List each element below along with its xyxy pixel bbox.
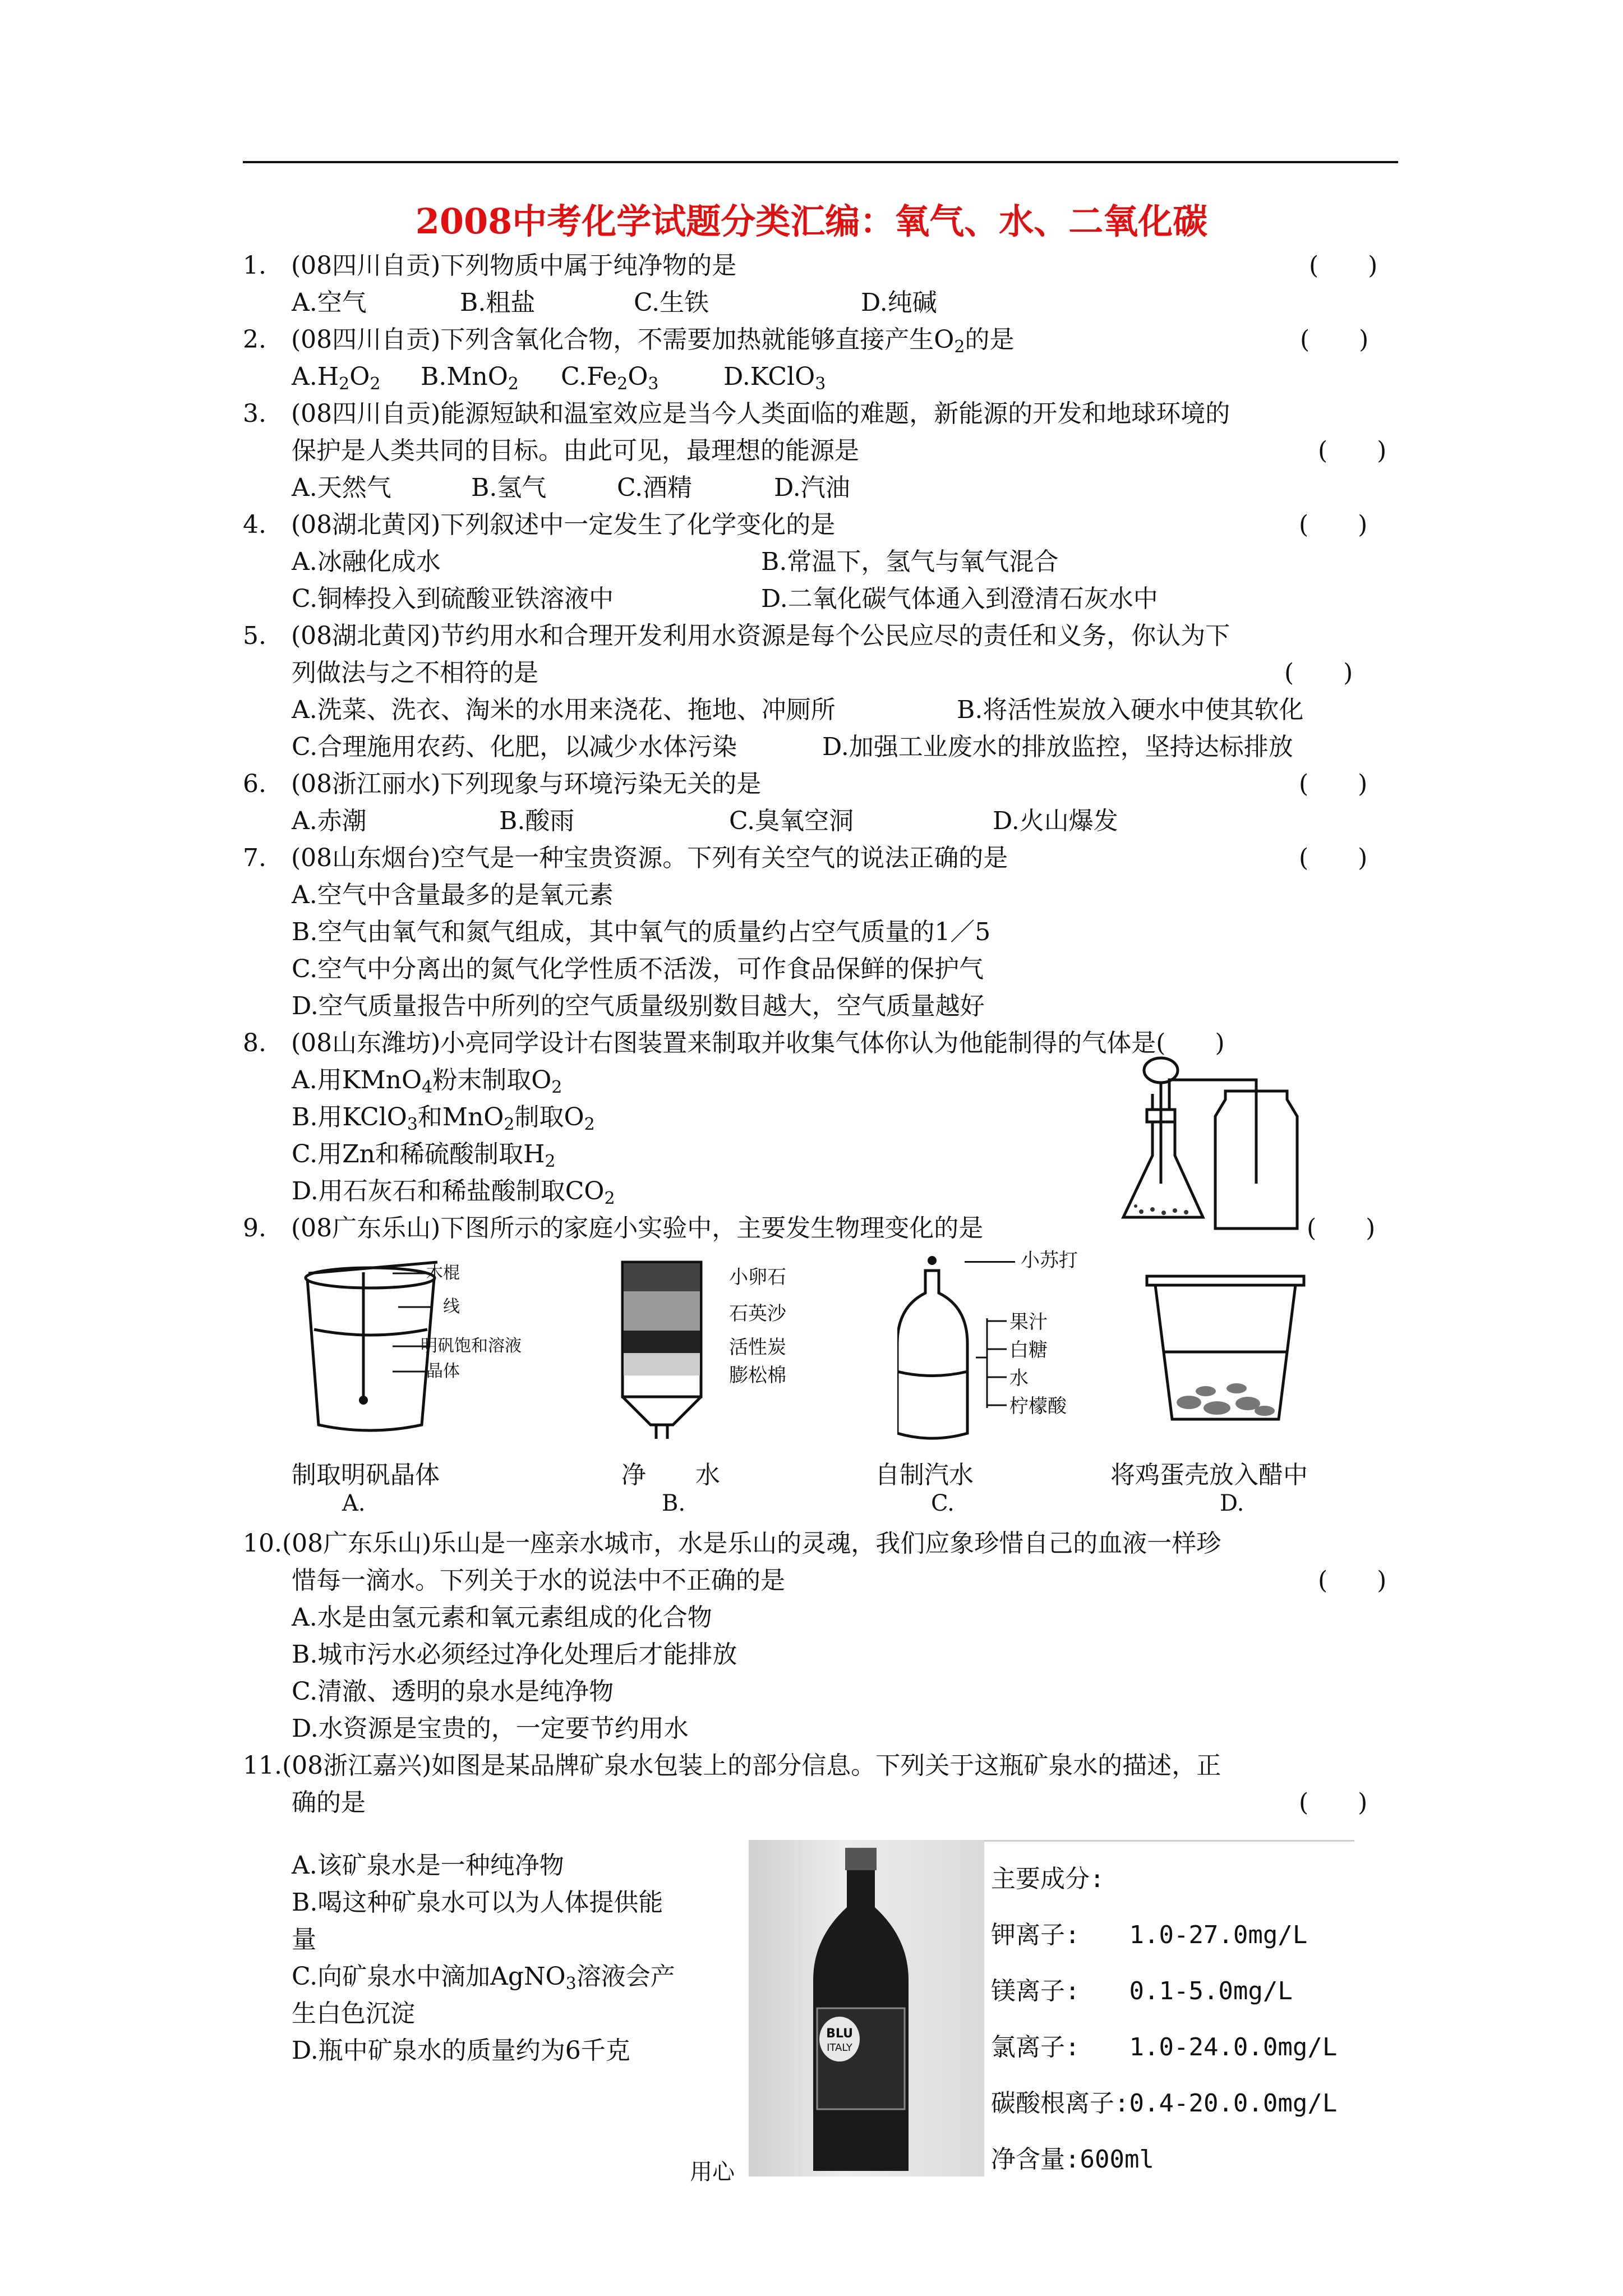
q4-option-d: D.二氧化碳气体通入到澄清石灰水中 (761, 585, 1158, 613)
q8-option-b: B.用KClO$_3$和MnO$_2$制取$O_2$ (292, 1103, 595, 1134)
ingredient-panel (984, 1840, 1354, 2178)
q7-option-b: B.空气由氧气和氮气组成，其中氧气的质量约占空气质量的1／5 (292, 918, 991, 946)
figD-letter: D. (1220, 1490, 1244, 1516)
q10-stem-line1: 10.(08广东乐山)乐山是一座亲水城市，水是乐山的灵魂，我们应象珍惜自己的血液一样珍 (243, 1529, 1221, 1558)
figA-label-stick: 木棍 (426, 1263, 460, 1283)
mineral-water-figure (749, 1840, 1354, 2177)
q11-answer-paren: ( ) (1299, 1788, 1368, 1817)
figD-caption: 将鸡蛋壳放入醋中 (1110, 1461, 1308, 1489)
q6-stem: 6. (08浙江丽水)下列现象与环境污染无关的是 (243, 770, 762, 798)
q5-option-b: B.将活性炭放入硬水中使其软化 (957, 696, 1304, 724)
q4-stem: 4. (08湖北黄冈)下列叙述中一定发生了化学变化的是 (243, 510, 836, 539)
q7-answer-paren: ( ) (1299, 844, 1368, 872)
q4-option-b: B.常温下，氢气与氧气混合 (761, 547, 1059, 576)
q4-answer-paren: ( ) (1299, 510, 1368, 539)
q6-option-c: C.臭氧空洞 (729, 807, 854, 835)
q5-option-c: C.合理施用农药、化肥，以减少水体污染 (292, 733, 737, 761)
q7-stem: 7. (08山东烟台)空气是一种宝贵资源。下列有关空气的说法正确的是 (243, 844, 1008, 872)
bottle-photo (749, 1840, 984, 2177)
q7-option-c: C.空气中分离出的氮气化学性质不活泼，可作食品保鲜的保护气 (292, 955, 984, 983)
page-title: 2008中考化学试题分类汇编：氧气、水、二氧化碳 (415, 201, 1208, 242)
figA-label-solution: 明矾饱和溶液 (421, 1336, 522, 1356)
ingredient-carbonate: 碳酸根离子:0.4-20.0.0mg/L (991, 2089, 1338, 2118)
q2-option-b: B.MnO$_2$ (421, 362, 519, 394)
q11-option-c-line1: C.向矿泉水中滴加AgNO$_3$溶液会产 (292, 1962, 675, 1994)
figA-letter: A. (342, 1490, 366, 1516)
q3-answer-paren: ( ) (1318, 436, 1387, 465)
q9-answer-paren: ( ) (1307, 1214, 1376, 1243)
q2-option-a: $A.H_2O_2$ (292, 362, 381, 394)
q8-option-c: C.用Zn和稀硫酸制取$H_2$ (292, 1140, 556, 1171)
q4-option-a: A.冰融化成水 (292, 547, 441, 576)
ingredient-header: 主要成分: (991, 1865, 1105, 1893)
q2-option-c: $C.Fe_2O_3$ (561, 362, 659, 394)
q3-stem-line1: 3. (08四川自贡)能源短缺和温室效应是当今人类面临的难题，新能源的开发和地球环境的 (243, 399, 1230, 428)
ingredient-potassium: 钾离子: 1.0-27.0mg/L (991, 1921, 1308, 1949)
figC-caption: 自制汽水 (875, 1461, 974, 1489)
figC-label-baking-soda: 小苏打 (965, 1248, 1078, 1273)
q11-option-d: D.瓶中矿泉水的质量约为6千克 (292, 2036, 630, 2065)
q3-stem-line2: 保护是人类共同的目标。由此可见，最理想的能源是 (292, 436, 859, 465)
q1-option-b: B.粗盐 (460, 288, 536, 317)
page-footer: 用心 (690, 2159, 735, 2185)
q5-option-d: D.加强工业废水的排放监控，坚持达标排放 (822, 733, 1293, 761)
figA-caption: 制取明矾晶体 (292, 1461, 440, 1489)
q2-option-d: D.KClO$_3$ (723, 362, 826, 394)
q6-answer-paren: ( ) (1299, 770, 1368, 798)
figB-label-carbon: 活性炭 (729, 1336, 786, 1359)
q7-option-a: A.空气中含量最多的是氧元素 (292, 881, 614, 909)
figC-label-water: 水 (1009, 1367, 1029, 1389)
q10-answer-paren: ( ) (1318, 1566, 1387, 1595)
figA-label-thread: 线 (443, 1297, 460, 1317)
figC-letter: C. (931, 1490, 955, 1516)
q11-stem-line1: 11.(08浙江嘉兴)如图是某品牌矿泉水包装上的部分信息。下列关于这瓶矿泉水的描述，正 (243, 1751, 1221, 1780)
q6-option-a: A.赤潮 (292, 807, 367, 835)
q11-option-b-line2: 量 (292, 1925, 316, 1954)
figA-label-crystal: 晶体 (426, 1361, 460, 1381)
figA-leader-lines (393, 1268, 432, 1380)
q10-stem-line2: 惜每一滴水。下列关于水的说法中不正确的是 (292, 1566, 785, 1595)
q10-option-c: C.清澈、透明的泉水是纯净物 (292, 1677, 614, 1706)
q5-stem-line2: 列做法与之不相符的是 (292, 659, 538, 687)
q11-stem-line2: 确的是 (292, 1788, 366, 1817)
ingredient-chloride: 氯离子: 1.0-24.0.0mg/L (991, 2033, 1338, 2062)
q5-answer-paren: ( ) (1284, 659, 1353, 687)
q7-option-d: D.空气质量报告中所列的空气质量级别数目越大，空气质量越好 (292, 992, 985, 1020)
q10-option-a: A.水是由氢元素和氧元素组成的化合物 (292, 1603, 712, 1632)
top-rule (243, 161, 1398, 163)
q11-option-c-line2: 生白色沉淀 (292, 1999, 415, 2028)
figB-label-cotton: 膨松棉 (729, 1364, 786, 1387)
figB-letter: B. (662, 1490, 686, 1516)
figB-label-pebble: 小卵石 (729, 1266, 786, 1289)
q5-option-a: A.洗菜、洗衣、淘米的水用来浇花、拖地、冲厕所 (292, 696, 836, 724)
q3-option-a: A.天然气 (292, 473, 391, 502)
q8-option-d: D.用石灰石和稀盐酸制取$CO_2$ (292, 1177, 615, 1208)
figC-bracket (976, 1318, 1009, 1414)
water-filter-figure (611, 1257, 712, 1442)
q11-option-a: A.该矿泉水是一种纯净物 (292, 1851, 564, 1880)
q6-option-b: B.酸雨 (499, 807, 575, 835)
q8-option-a: A.用KMnO$_4$粉末制取$O_2$ (292, 1066, 562, 1097)
figC-label-juice: 果汁 (1009, 1311, 1048, 1333)
eggshell-vinegar-figure (1144, 1273, 1307, 1430)
q2-answer-paren: ( ) (1300, 325, 1369, 354)
figB-label-sand: 石英沙 (729, 1303, 786, 1325)
q8-stem: 8. (08山东潍坊)小亮同学设计右图装置来制取并收集气体你认为他能制得的气体是( ) (243, 1029, 1225, 1057)
q9-stem: 9. (08广东乐山)下图所示的家庭小实验中，主要发生物理变化的是 (243, 1214, 984, 1243)
q3-option-c: C.酒精 (617, 473, 693, 502)
q3-option-b: B.氢气 (471, 473, 547, 502)
net-content: 净含量:600ml (991, 2145, 1154, 2174)
q4-option-c: C.铜棒投入到硫酸亚铁溶液中 (292, 585, 614, 613)
q1-answer-paren: ( ) (1309, 251, 1378, 280)
bottle-icon (749, 1840, 984, 2177)
q1-option-d: D.纯碱 (861, 288, 937, 317)
q1-option-c: C.生铁 (634, 288, 709, 317)
q3-option-d: D.汽油 (774, 473, 850, 502)
q2-stem: 2. (08四川自贡)下列含氧化合物，不需要加热就能够直接产生$O_2$的是 (243, 325, 1015, 357)
q1-option-a: A.空气 (292, 288, 367, 317)
q10-option-b: B.城市污水必须经过净化处理后才能排放 (292, 1640, 737, 1669)
bottle-brand-line1: BLU (826, 2027, 853, 2041)
q1-stem: 1. (08四川自贡)下列物质中属于纯净物的是 (243, 251, 737, 280)
ingredient-magnesium: 镁离子: 0.1-5.0mg/L (991, 1977, 1293, 2005)
bottle-brand-line2: ITALY (827, 2042, 852, 2054)
q5-stem-line1: 5. (08湖北黄冈)节约用水和合理开发利用水资源是每个公民应尽的责任和义务，你认为下 (243, 622, 1230, 650)
q11-option-b-line1: B.喝这种矿泉水可以为人体提供能 (292, 1888, 663, 1917)
figC-label-citric-acid: 柠檬酸 (1009, 1395, 1067, 1418)
figC-label-sugar: 白糖 (1009, 1339, 1048, 1361)
gas-apparatus-figure (1113, 1055, 1310, 1240)
figB-caption: 净 水 (621, 1461, 720, 1489)
q6-option-d: D.火山爆发 (993, 807, 1118, 835)
q10-option-d: D.水资源是宝贵的，一定要节约用水 (292, 1714, 689, 1743)
